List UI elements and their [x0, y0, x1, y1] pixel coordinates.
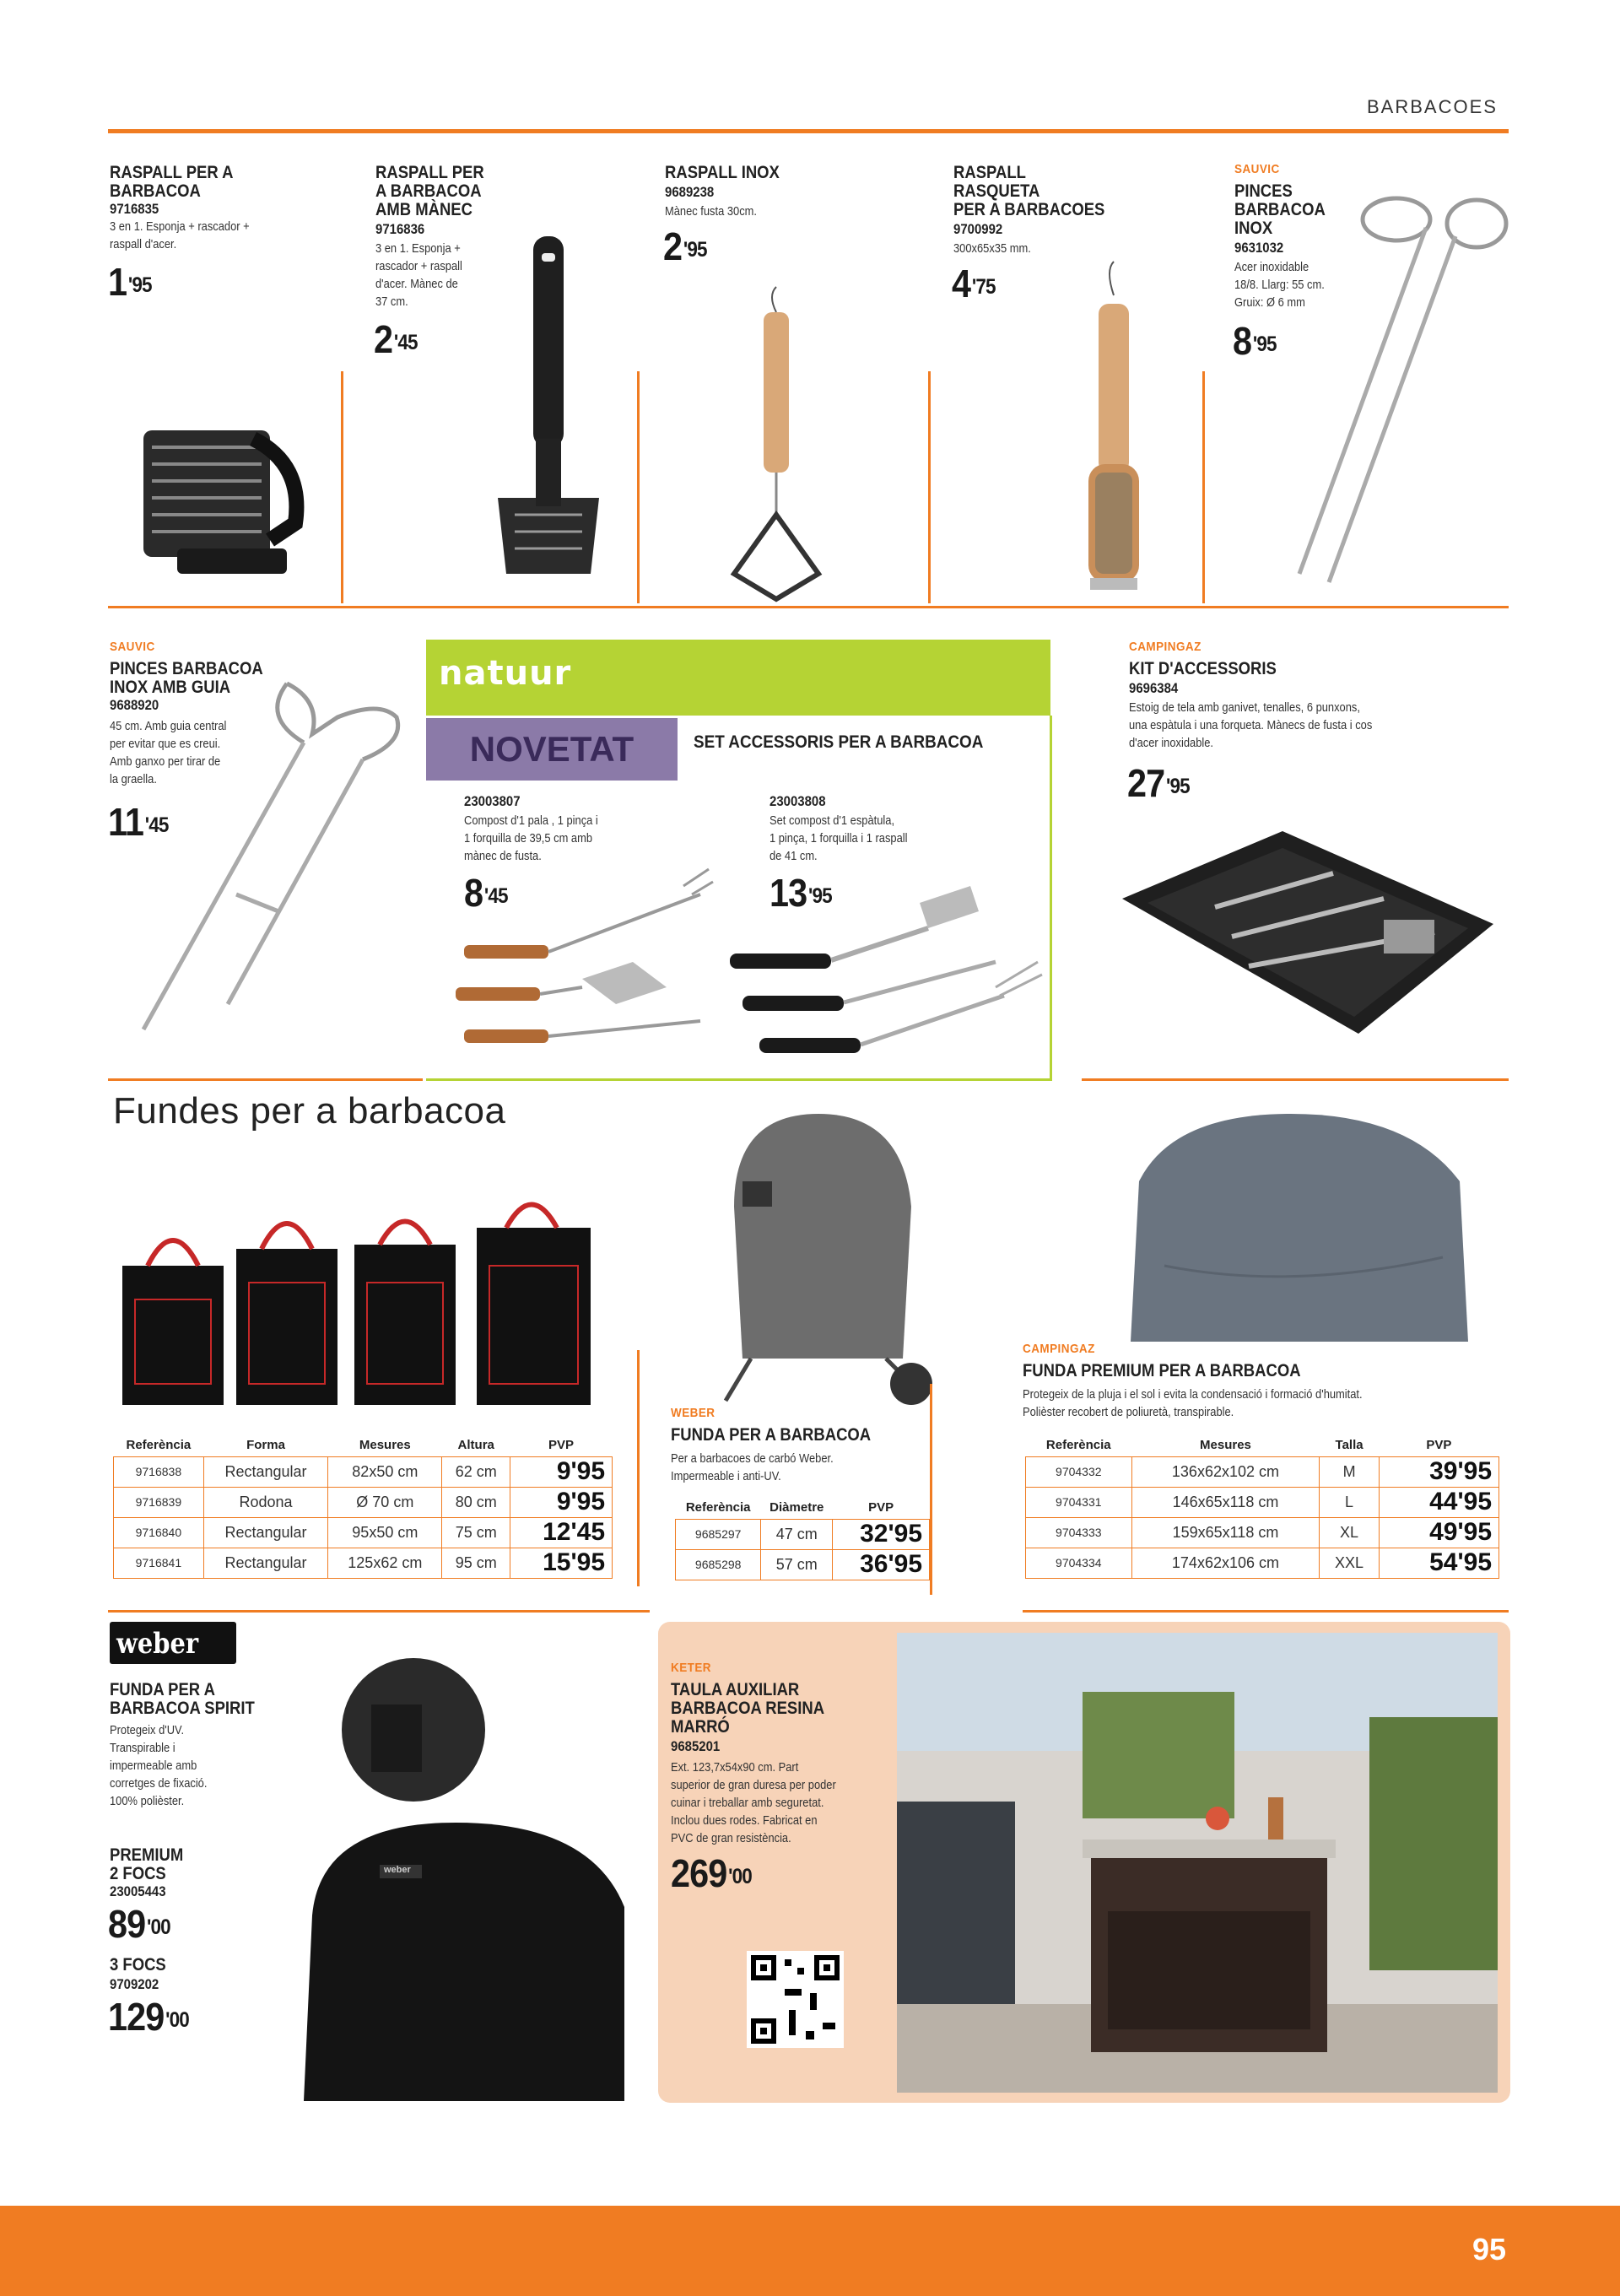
table-row: 9704334 174x62x106 cm XXL 54'95 [1026, 1548, 1499, 1578]
campingaz-cover-image [1122, 1097, 1477, 1350]
keter-table-photo [897, 1633, 1498, 2093]
weber-round-cover-image [709, 1105, 937, 1409]
product-price: $2^{'95}$ [663, 224, 707, 268]
keter-desc: Ext. 123,7x54x90 cm. Part superior de gran duresa per poder cuinar i treballar amb seguretat. Inclou dues rodes. Fabricat en PVC de gran resistència. [671, 1760, 836, 1845]
product-title: RASPALL INOX [665, 163, 780, 182]
product-ref: 9688920 [110, 697, 159, 713]
keter-price: $269^{'00}$ [671, 1851, 752, 1895]
tongs-image [1266, 186, 1519, 599]
header-rule [108, 129, 1509, 133]
novetat-badge: NOVETAT [426, 718, 678, 781]
spirit-desc: Protegeix d'UV. Transpirable i impermeable amb corretges de fixació. 100% polièster. [110, 1723, 208, 1808]
product-price: $4^{'75}$ [952, 262, 996, 305]
product-desc: Estoig de tela amb ganivet, tenalles, 6 punxons, una espàtula i una forqueta. Mànecs de fusta i cos d'acer inoxidable. [1129, 700, 1373, 750]
product-price: $2^{'45}$ [374, 317, 418, 361]
table-row: 9685297 47 cm 32'95 [676, 1519, 930, 1549]
covers-table-1: Referència Forma Mesures Altura PVP 9716838 Rectangular 82x50 cm 62 cm 9'95 9716839 Rodona Ø 70 cm 80 cm 9'95 9716840 Rectangular 95x50 cm 75 cm 12'45 9716841 Rectangular 125x62 cm 95 cm 15'95 [113, 1434, 613, 1579]
product-desc: Mànec fusta 30cm. [665, 204, 757, 219]
product-desc: 300x65x35 mm. [953, 241, 1031, 256]
table-row: 9716839 Rodona Ø 70 cm 80 cm 9'95 [114, 1487, 613, 1517]
product-price: $27^{'95}$ [1127, 761, 1190, 805]
spirit-v1-price: $89^{'00}$ [108, 1902, 170, 1946]
table-row: 9716841 Rectangular 125x62 cm 95 cm 15'95 [114, 1548, 613, 1578]
tool-case-image [1114, 823, 1510, 1059]
weber-desc: Per a barbacoes de carbó Weber. Impermeable i anti-UV. [671, 1451, 834, 1483]
spirit-v2-title: 3 FOCS [110, 1955, 166, 1975]
table-row: 9704331 146x65x118 cm L 44'95 [1026, 1487, 1499, 1517]
product-price: $1^{'95}$ [108, 260, 152, 304]
natuur-ref-2: 23003808 [770, 793, 826, 809]
keter-brand: KETER [671, 1661, 712, 1675]
product-title: RASPALL RASQUETA PER A BARBACOES [953, 163, 1105, 219]
table-row: 9704332 136x62x102 cm M 39'95 [1026, 1456, 1499, 1487]
product-brand: CAMPINGAZ [1129, 640, 1202, 654]
natuur-frame [1050, 716, 1052, 1078]
divider [637, 1350, 640, 1586]
natuur-ref-1: 23003807 [464, 793, 521, 809]
divider [930, 1384, 932, 1595]
natuur-desc-2: Set compost d'1 espàtula, 1 pinça, 1 forquilla i 1 raspall de 41 cm. [770, 813, 908, 863]
product-title: KIT D'ACCESSORIS [1129, 659, 1277, 678]
spirit-v2-price: $129^{'00}$ [108, 1995, 189, 2039]
product-title: RASPALL PER A BARBACOA [110, 163, 234, 201]
divider [928, 371, 931, 603]
spirit-v2-ref: 9709202 [110, 1976, 159, 1992]
spirit-title: FUNDA PER A BARBACOA SPIRIT [110, 1680, 255, 1718]
natuur-price-1: $8^{'45}$ [464, 871, 508, 915]
bbq-set-black-image [726, 869, 1046, 1072]
divider [1202, 371, 1205, 603]
product-title: PINCES BARBACOA INOX AMB GUIA [110, 659, 263, 697]
divider [637, 371, 640, 603]
weber-title: FUNDA PER A BARBACOA [671, 1425, 872, 1445]
product-desc: 3 en 1. Esponja + rascador + raspall d'acer. Mànec de 37 cm. [375, 241, 462, 309]
tongs-guide-image [127, 667, 413, 1038]
product-ref: 9696384 [1129, 680, 1179, 696]
product-title: RASPALL PER A BARBACOA AMB MÀNEC [375, 163, 484, 219]
row-rule [108, 1610, 650, 1613]
table-row: 9716840 Rectangular 95x50 cm 75 cm 12'45 [114, 1517, 613, 1548]
table-row: 9685298 57 cm 36'95 [676, 1549, 930, 1580]
page-number: 95 [1472, 2232, 1507, 2266]
keter-ref: 9685201 [671, 1738, 721, 1754]
table-row: 9716838 Rectangular 82x50 cm 62 cm 9'95 [114, 1456, 613, 1487]
covers-heading: Fundes per a barbacoa [113, 1090, 506, 1132]
product-desc: Acer inoxidable 18/8. Llarg: 55 cm. Gruix: Ø 6 mm [1234, 260, 1325, 310]
campingaz-brand: CAMPINGAZ [1023, 1342, 1095, 1356]
keter-title: TAULA AUXILIAR BARBACOA RESINA MARRÓ [671, 1680, 825, 1737]
product-ref: 9716835 [110, 201, 159, 217]
product-ref: 9700992 [953, 221, 1003, 237]
row-rule [108, 1078, 423, 1081]
natuur-desc-1: Compost d'1 pala , 1 pinça i 1 forquilla de 39,5 cm amb mànec de fusta. [464, 813, 598, 863]
row-rule [1023, 1610, 1509, 1613]
product-title: PINCES BARBACOA INOX [1234, 181, 1326, 238]
brush-inox-image [717, 278, 835, 608]
natuur-logo: natuur [439, 654, 572, 693]
product-brand: SAUVIC [110, 640, 155, 654]
campingaz-table: Referència Mesures Talla PVP 9704332 136x62x102 cm M 39'95 9704331 146x65x118 cm L 44'95 9704333 159x65x118 cm XL 49'95 9704334 174x62x106 cm XXL 54'95 [1025, 1434, 1499, 1579]
weber-brand: WEBER [671, 1406, 716, 1420]
brush-scraper-image [1063, 253, 1164, 608]
natuur-bottom [426, 1078, 1052, 1081]
spirit-cover-label: weber [384, 1865, 411, 1875]
product-price: $11^{'45}$ [108, 800, 169, 844]
spirit-v1-title: PREMIUM 2 FOCS [110, 1845, 184, 1883]
cover-bags-image [118, 1181, 599, 1434]
spirit-cover-image [287, 1662, 641, 2118]
spirit-v1-ref: 23005443 [110, 1883, 166, 1899]
divider [341, 371, 343, 603]
row-rule [1082, 1078, 1509, 1081]
brush-3in1-image [127, 397, 321, 608]
campingaz-desc: Protegeix de la pluja i el sol i evita la condensació i formació d'humitat. Polièster recobert de poliuretà, transpirable. [1023, 1387, 1363, 1419]
weber-logo-text: weber [116, 1627, 199, 1661]
product-ref: 9716836 [375, 221, 425, 237]
campingaz-title: FUNDA PREMIUM PER A BARBACOA [1023, 1361, 1301, 1380]
section-title: BARBACOES [1367, 96, 1498, 117]
product-price: $8^{'95}$ [1233, 319, 1277, 363]
product-ref: 9631032 [1234, 240, 1284, 256]
brush-handle-image [489, 228, 608, 608]
natuur-price-2: $13^{'95}$ [770, 871, 832, 915]
natuur-heading: SET ACCESSORIS PER A BARBACOA [694, 732, 984, 752]
product-ref: 9689238 [665, 184, 715, 200]
footer-bar [0, 2206, 1620, 2296]
table-row: 9704333 159x65x118 cm XL 49'95 [1026, 1517, 1499, 1548]
bbq-set-wood-image [447, 861, 717, 1063]
product-desc: 45 cm. Amb guia central per evitar que es creui. Amb ganxo per tirar de la graella. [110, 719, 227, 786]
product-desc: 3 en 1. Esponja + rascador + raspall d'acer. [110, 219, 250, 251]
qr-code [747, 1951, 844, 2048]
product-brand: SAUVIC [1234, 162, 1280, 176]
weber-table: Referència Diàmetre PVP 9685297 47 cm 32'95 9685298 57 cm 36'95 [675, 1497, 930, 1580]
